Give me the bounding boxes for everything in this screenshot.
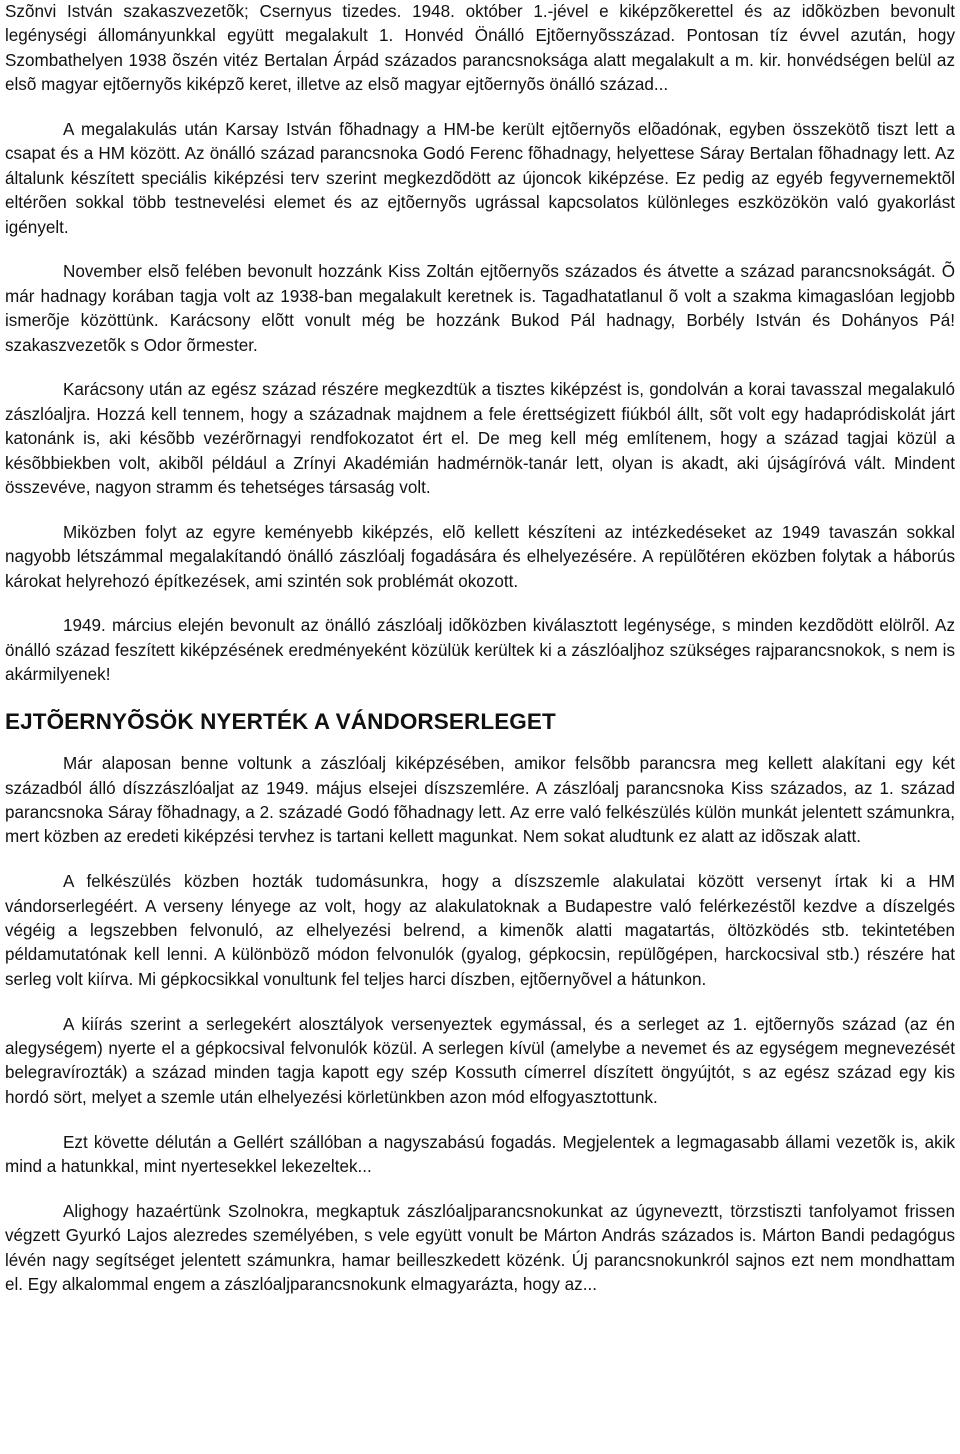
paragraph-4: Karácsony után az egész század részére megkezdtük a tisztes kiképzést is, gondolván a korai tavasszal megalakuló zászlóaljra. Hozzá kell tennem, hogy a századnak majdnem a fele érettségizett fiúkból állt, sõt volt egy hadapródiskolát járt katonánk is, aki késõbb vezérõrnagyi rendfokozatot ért el. De meg kell még említenem, hogy a század tagjai közül a késõbbiekben volt, akibõl például a Zrínyi Akadémián hadmérnök-tanár lett, olyan is akadt, aki újságíróvá vált. Mindent összevéve, nagyon stramm és tehetséges társaság volt.: [5, 380, 955, 498]
paragraph-11: Alighogy hazaértünk Szolnokra, megkaptuk zászlóaljparancsnokunkat az úgyneveztt, törzstiszti tanfolyamot frissen végzett Gyurkó Lajos alezredes személyében, s vele együtt vonult be Márton András százados is. Márton Bandi pedagógus lévén nagy segítséget jelentett számunkra, hamar beilleszkedett közénk. Új parancsnokunkról sajnos ezt nem mondhattam el. Egy alkalommal engem a zászlóaljparancsnokunk elmagyarázta, hogy az...: [5, 1201, 955, 1294]
paragraph-3: November elsõ felében bevonult hozzánk Kiss Zoltán ejtõernyõs százados és átvette a század parancsnokságát. Õ már hadnagy korában tagja volt az 1938-ban megalakult keretnek is. Tagadhatatlanul õ volt a szakma kimagaslóan legjobb ismerõje közöttünk. Karácsony elõtt vonult még be hozzánk Bukod Pál hadnagy, Borbély István és Dohányos Pá! szakaszvezetõk s Odor õrmester.: [5, 262, 955, 355]
paragraph-8: A felkészülés közben hozták tudomásunkra, hogy a díszszemle alakulatai között versenyt írtak ki a HM vándorserlegéért. A verseny lényege az volt, hogy az alakulatoknak a Budapestre való felérkezéstõl kezdve a díszelgés végéig a legszebben felvonuló, az elhelyezési belrend, a kimenõk alatti magatartás, öltözködés stb. tekintetében példamutatónak kell lenni. A különbözõ módon felvonulók (gyalog, gépkocsin, repülõgépen, harckocsival stb.) részére hat serleg volt kiírva. Mi gépkocsikkal vonultunk fel teljes harci díszben, ejtõernyõvel a hátunkon.: [5, 872, 955, 989]
paragraph-5: Miközben folyt az egyre keményebb kiképzés, elõ kellett készíteni az intézkedéseket az 1949 tavaszán sokkal nagyobb létszámmal megalakítandó önálló zászlóalj fogadására és elhelyezésére. A repülõtéren eközben folytak a háborús károkat helyrehozó építkezések, ami szintén sok problémát okozott.: [5, 522, 955, 591]
paragraph-9: A kiírás szerint a serlegekért alosztályok versenyeztek egymással, és a serleget az 1. ejtõernyõs század (az én alegységem) nyerte el a gépkocsival felvonulók közül. A serlegen kívül (amelybe a nevemet és az egységem megnevezését belegravírozták) a század minden tagja kapott egy szép Kossuth címerrel díszített öngyújtót, s az egész század egy kis hordó sört, melyet a szemle után elhelyezési körletünkben azon mód elfogyasztottunk.: [5, 1014, 955, 1107]
paragraph-1: Szõnvi István szakaszvezetõk; Csernyus tizedes. 1948. október 1.-jével e kiképzõkerettel és az idõközben bevonult legénységi állományunkkal együtt megalakult 1. Honvéd Önálló Ejtõernyõsszázad. Pontosan tíz évvel azután, hogy Szombathelyen 1938 õszén vitéz Bertalan Árpád százados parancsnoksága alatt megalakult a m. kir. honvédségen belül az elsõ magyar ejtõernyõs kiképzõ keret, illetve az elsõ magyar ejtõernyõs önálló század...: [5, 2, 955, 95]
section-heading: EJTÕERNYÕSÖK NYERTÉK A VÁNDORSERLEGET: [5, 709, 556, 735]
paragraph-7: Már alaposan benne voltunk a zászlóalj kiképzésében, amikor felsõbb parancsra meg kellett alakítani egy két századból álló díszzászlóaljat az 1949. május elsejei díszszemlére. A zászlóalj parancsnoka Kiss százados, az 1. század parancsnoka Sáray fõhadnagy, a 2. századé Godó fõhadnagy lett. Az erre való felkészülés külön munkát jelentett számunkra, mert közben az eredeti kiképzési tervhez is tartani kellett magunkat. Nem sokat aludtunk ez alatt az idõszak alatt.: [5, 754, 955, 847]
paragraph-6: 1949. március elején bevonult az önálló zászlóalj idõközben kiválasztott legénysége, s minden kezdõdött elölrõl. Az önálló század feszített kiképzésének eredményeként közülük kerültek ki a zászlóaljhoz szükséges rajparancsnokok, s nem is akármilyenek!: [5, 616, 955, 685]
paragraph-10: Ezt követte délután a Gellért szállóban a nagyszabású fogadás. Megjelentek a legmagasabb állami vezetõk is, akik mind a hatunkkal, mint nyertesekkel lekezeltek...: [5, 1132, 955, 1176]
paragraph-2: A megalakulás után Karsay István fõhadnagy a HM-be került ejtõernyõs elõadónak, egyben összekötõ tiszt lett a csapat és a HM között. Az önálló század parancsnoka Godó Ferenc fõhadnagy, helyettese Sáray Bertalan fõhadnagy lett. Az általunk készített speciális kiképzési terv szerint megkezdõdött az újoncok kiképzése. Ez pedig az egyéb fegyvernemektõl eltérõen sokkal több testnevelési elemet és az ejtõernyõs ugrással kapcsolatos különleges eszközökön való gyakorlást igényelt.: [5, 120, 955, 237]
